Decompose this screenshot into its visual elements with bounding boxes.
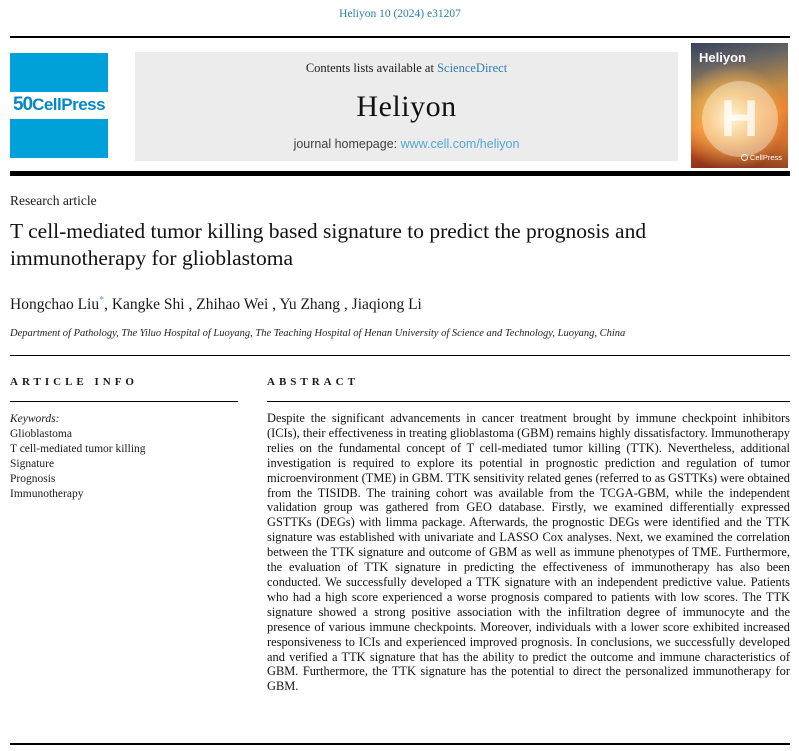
keyword-item: Prognosis	[10, 473, 56, 485]
homepage-line-text: journal homepage:	[293, 137, 401, 151]
contents-line	[306, 61, 507, 76]
journal-cover-thumbnail[interactable]	[691, 43, 788, 168]
cover-publisher-credit	[741, 153, 782, 162]
cellpress-50-logo[interactable]	[10, 53, 108, 158]
journal-homepage-link[interactable]: www.cell.com/heliyon	[400, 137, 520, 151]
header-thick-divider	[10, 171, 790, 176]
keywords-label: Keywords:	[10, 413, 60, 425]
keyword-item: Signature	[10, 458, 55, 470]
cover-journal-title: Heliyon	[699, 50, 746, 65]
page-citation: Heliyon 10 (2024) e31207	[339, 8, 461, 20]
keyword-item: T cell-mediated tumor killing	[10, 443, 146, 455]
journal-name: Heliyon	[356, 89, 457, 123]
cellpress-logo-wordmark	[8, 92, 110, 119]
section-top-divider	[10, 355, 790, 356]
author-affiliation: Department of Pathology, The Yiluo Hospital of Luoyang, The Teaching Hospital of Henan University of Science and Technology, Luoyang, China	[10, 328, 626, 339]
author-line	[10, 295, 790, 314]
author-name-first: Hongchao Liu	[10, 296, 100, 313]
keyword-item: Immunotherapy	[10, 488, 84, 500]
keyword-item: Glioblastoma	[10, 428, 72, 440]
article-info-heading: ARTICLE INFO	[10, 376, 238, 402]
corresponding-author-marker[interactable]: *	[99, 295, 105, 306]
bottom-divider	[10, 743, 790, 745]
abstract-column	[267, 376, 790, 694]
journal-masthead-box	[135, 52, 678, 161]
cover-publisher-text: CellPress	[749, 153, 782, 162]
article-info-column	[10, 376, 238, 694]
homepage-line	[294, 137, 520, 151]
keywords-block	[10, 412, 238, 502]
article-type-label: Research article	[10, 193, 97, 208]
cellpress-50-anniversary-mark: 50	[12, 94, 33, 115]
article-title: T cell-mediated tumor killing based signature to predict the prognosis and immunotherapy for glioblastoma	[10, 219, 647, 270]
heliyon-h-logo	[702, 81, 778, 157]
sciencedirect-link[interactable]: ScienceDirect	[437, 61, 508, 75]
author-names-rest: , Kangke Shi , Zhihao Wei , Yu Zhang , Jiaqiong Li	[104, 296, 422, 313]
journal-header-band	[10, 38, 790, 169]
cellpress-logo-icon	[741, 154, 748, 161]
contents-line-text: Contents lists available at	[305, 61, 438, 75]
cellpress-logo-text: CellPress	[32, 95, 106, 114]
info-abstract-columns	[10, 376, 790, 694]
abstract-heading: ABSTRACT	[267, 376, 790, 402]
heliyon-h-letter: H	[720, 90, 759, 148]
abstract-text: Despite the significant advancements in cancer treatment brought by immune checkpoint inhibitors (ICIs), their effectiveness in treating glioblastoma (GBM) remains highly dissatisfactory. Immunotherapy relies on the fundamental concept of T cell-mediated tumor killing (TTK). Nevertheless, additional investigation is required to explore its potential in prognostic prediction and regulation of tumor microenvironment (TME) in GBM. TTK sensitivity related genes (referred to as GSTTKs) were obtained from the TISIDB. The training cohort was available from the TCGA-GBM, while the independent validation group was gathered from GEO database. Firstly, we examined differentially expressed GSTTKs (DEGs) with limma package. Afterwards, the prognostic DEGs were identified and the TTK signature was established with univariate and LASSO Cox analyses. Next, we examined the correlation between the TTK signature and outcome of GBM as well as immune phenotypes of TME. Furthermore, the evaluation of TTK signature in predicting the effectiveness of immunotherapy has also been conducted. We successfully developed a TTK signature with an independent predictive value. Patients who had a high score experienced a worse prognosis compared to patients with low scores. The TTK signature showed a strong positive association with the infiltration degree of immunocyte and the presence of various immune checkpoints. Moreover, individuals with a lower score exhibited increased responsiveness to ICIs and experienced improved prognosis. In conclusions, we successfully developed and verified a TTK signature that has the ability to predict the outcome and immune characteristics of GBM. Furthermore, the TTK signature has the potential to direct the personalized immunotherapy for GBM.	[267, 411, 790, 694]
